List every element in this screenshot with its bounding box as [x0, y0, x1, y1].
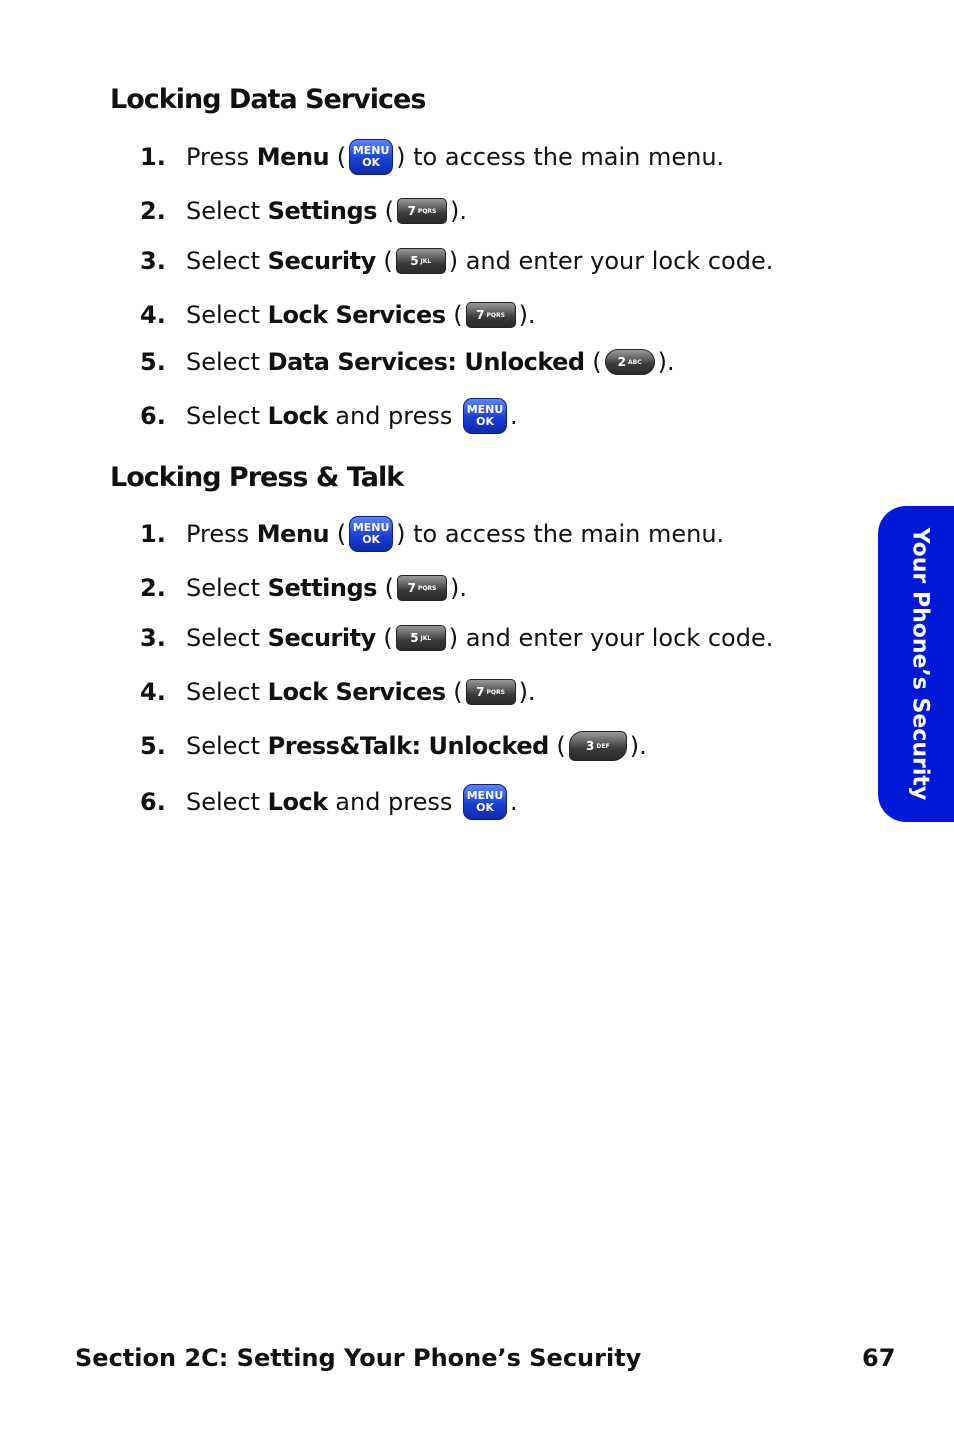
menu-ok-key-icon: MENU OK: [349, 139, 393, 175]
step-text: ) and enter your lock code.: [448, 247, 774, 275]
list-item: [140, 672, 536, 712]
step-text: Select: [186, 624, 268, 652]
step-text: Select: [186, 788, 268, 816]
step-text: (: [329, 520, 347, 548]
side-tab-label: Your Phone’s Security: [907, 527, 933, 801]
menu-ok-key-icon: MENU OK: [463, 784, 507, 820]
step-number: 5.: [140, 732, 166, 760]
step-number: 1.: [140, 520, 166, 548]
step-text: ).: [629, 732, 647, 760]
step-text: ) to access the main menu.: [396, 520, 725, 548]
list-item: [140, 726, 647, 766]
step-text: (: [445, 301, 463, 329]
step-keyword: Menu: [256, 520, 330, 548]
step-text: (: [548, 732, 566, 760]
section-heading: Locking Data Services: [110, 84, 426, 115]
step-text: ).: [518, 678, 536, 706]
step-keyword: Data Services: Unlocked: [267, 348, 585, 376]
list-item: [140, 295, 536, 335]
list-item: [140, 241, 773, 281]
step-number: 4.: [140, 301, 166, 329]
step-text: and press: [327, 402, 461, 430]
step-text: (: [375, 624, 393, 652]
footer-section-title: Section 2C: Setting Your Phone’s Security: [75, 1344, 642, 1372]
list-item: [140, 782, 518, 822]
step-keyword: Security: [267, 624, 376, 652]
step-text: .: [510, 402, 518, 430]
step-text: Select: [186, 574, 268, 602]
key-7-icon: 7 PQRS: [466, 679, 516, 705]
menu-ok-key-icon: MENU OK: [463, 398, 507, 434]
list-item: [140, 618, 773, 658]
step-text: (: [329, 143, 347, 171]
step-text: (: [375, 247, 393, 275]
step-number: 6.: [140, 402, 166, 430]
step-text: .: [510, 788, 518, 816]
menu-ok-key-icon: MENU OK: [349, 516, 393, 552]
step-text: ) and enter your lock code.: [448, 624, 774, 652]
step-text: ) to access the main menu.: [396, 143, 725, 171]
list-item: [140, 568, 467, 608]
step-number: 4.: [140, 678, 166, 706]
step-text: Select: [186, 732, 268, 760]
step-keyword: Menu: [256, 143, 330, 171]
step-text: Select: [186, 301, 268, 329]
step-text: Select: [186, 678, 268, 706]
step-keyword: Settings: [267, 574, 377, 602]
step-keyword: Settings: [267, 197, 377, 225]
list-item: [140, 514, 724, 554]
step-keyword: Lock Services: [267, 678, 446, 706]
step-number: 2.: [140, 197, 166, 225]
step-number: 5.: [140, 348, 166, 376]
step-text: and press: [327, 788, 461, 816]
step-text: Press: [186, 143, 257, 171]
key-7-icon: 7 PQRS: [397, 198, 447, 224]
key-7-icon: 7 PQRS: [466, 302, 516, 328]
key-3-icon: 3 DEF: [569, 731, 627, 761]
list-item: [140, 137, 724, 177]
step-keyword: Security: [267, 247, 376, 275]
key-5-icon: 5 JKL: [396, 625, 446, 651]
step-text: ).: [449, 574, 467, 602]
section-heading: Locking Press & Talk: [110, 462, 404, 493]
step-number: 6.: [140, 788, 166, 816]
step-text: (: [584, 348, 602, 376]
step-text: ).: [449, 197, 467, 225]
step-text: (: [376, 574, 394, 602]
key-7-icon: 7 PQRS: [397, 575, 447, 601]
step-text: ).: [518, 301, 536, 329]
step-number: 1.: [140, 143, 166, 171]
list-item: [140, 191, 467, 231]
step-keyword: Press&Talk: Unlocked: [267, 732, 549, 760]
step-text: (: [376, 197, 394, 225]
step-number: 3.: [140, 247, 166, 275]
step-text: Select: [186, 348, 268, 376]
step-keyword: Lock Services: [267, 301, 446, 329]
step-text: Select: [186, 247, 268, 275]
step-text: Press: [186, 520, 257, 548]
step-keyword: Lock: [267, 788, 328, 816]
step-text: Select: [186, 197, 268, 225]
step-number: 2.: [140, 574, 166, 602]
step-keyword: Lock: [267, 402, 328, 430]
list-item: [140, 396, 518, 436]
key-5-icon: 5 JKL: [396, 248, 446, 274]
page-number: 67: [862, 1344, 896, 1372]
step-text: ).: [657, 348, 675, 376]
list-item: [140, 342, 675, 382]
key-2-icon: 2 ABC: [605, 349, 655, 375]
step-text: Select: [186, 402, 268, 430]
step-number: 3.: [140, 624, 166, 652]
step-text: (: [445, 678, 463, 706]
